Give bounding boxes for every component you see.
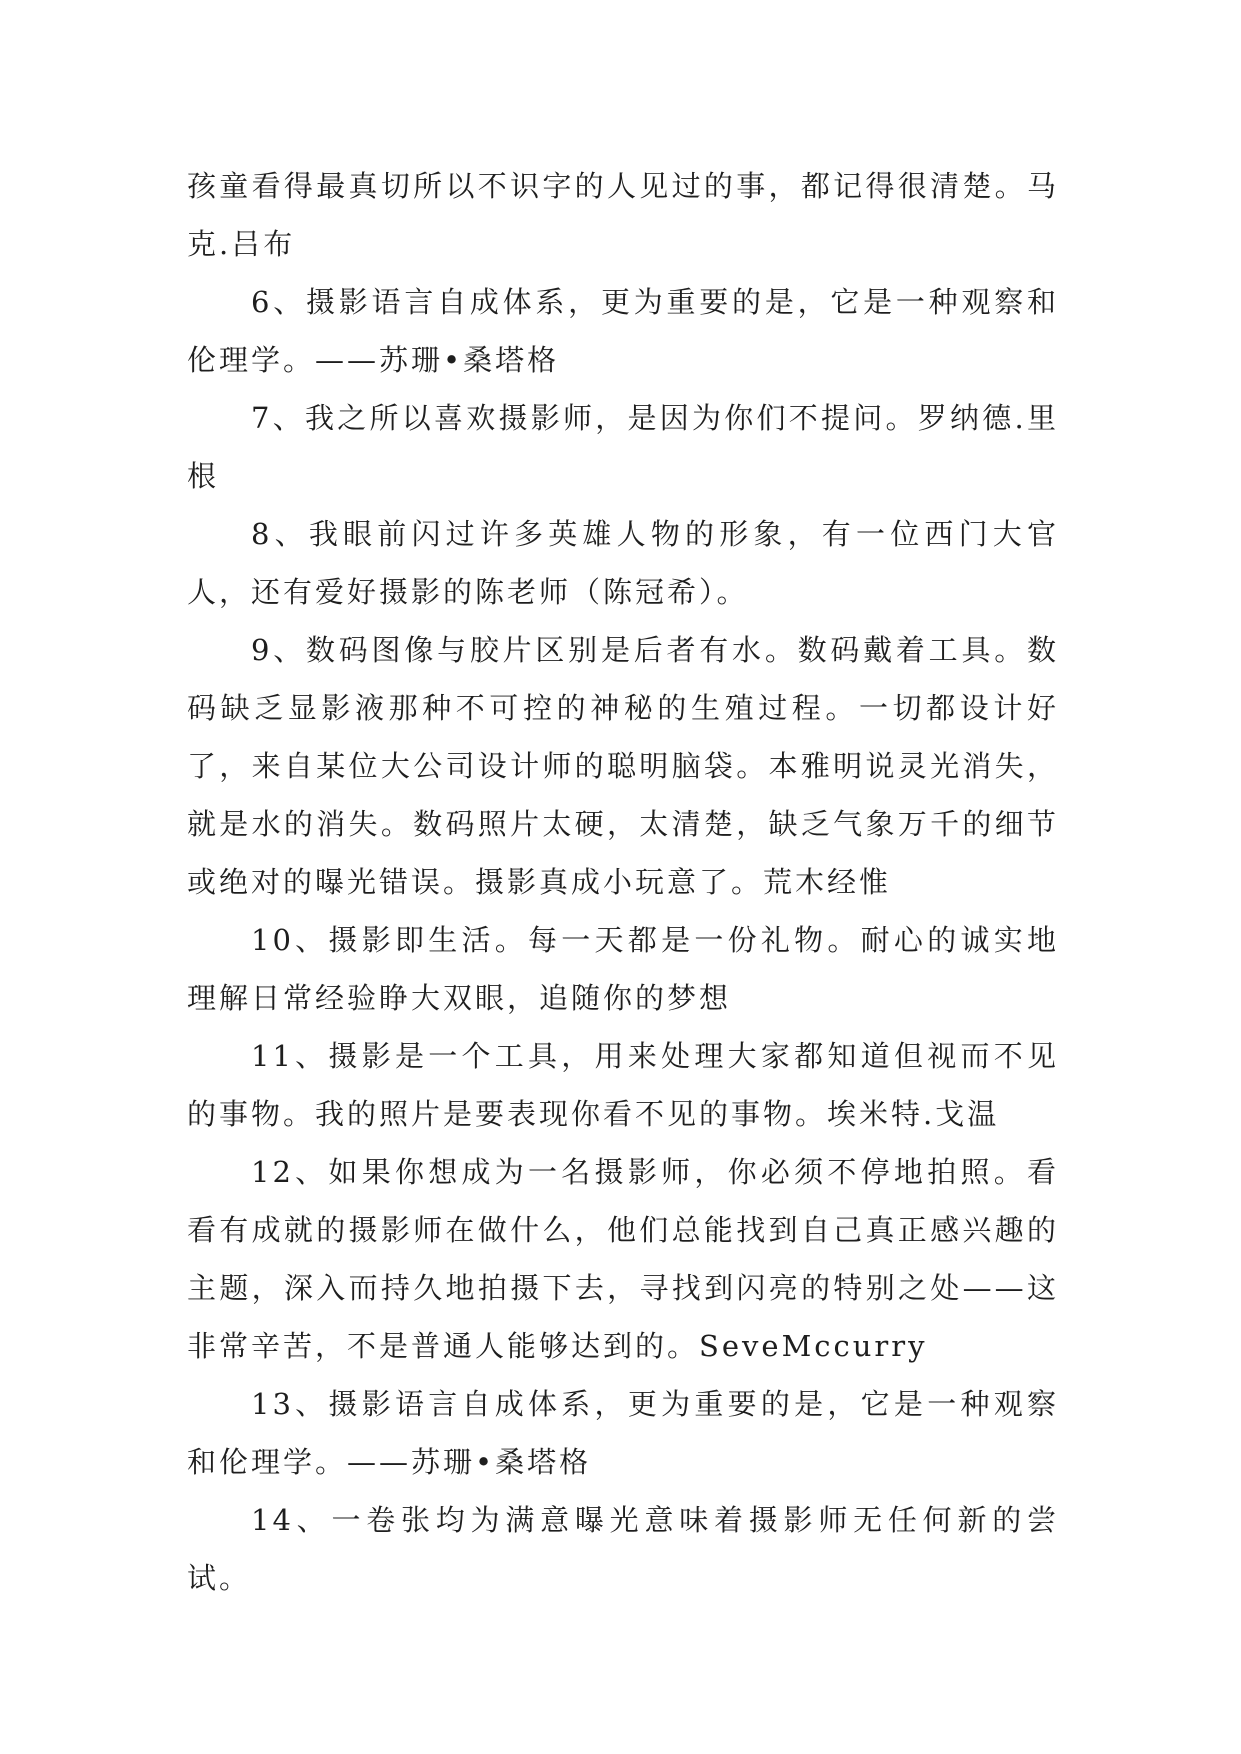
paragraph-continuation: 孩童看得最真切所以不识字的人见过的事，都记得很清楚。马克.吕布 xyxy=(187,169,1059,261)
quote-9: 9、数码图像与胶片区别是后者有水。数码戴着工具。数码缺乏显影液那种不可控的神秘的生殖过程。一切都设计好了，来自某位大公司设计师的聪明脑袋。本雅明说灵光消失，就是水的消失。数码照片太硬，太清楚，缺乏气象万千的细节或绝对的曝光错误。摄影真成小玩意了。荒木经惟 xyxy=(187,633,1059,899)
quote-6: 6、摄影语言自成体系，更为重要的是，它是一种观察和伦理学。——苏珊•桑塔格 xyxy=(187,285,1059,377)
quote-14: 14、一卷张均为满意曝光意味着摄影师无任何新的尝试。 xyxy=(187,1503,1059,1595)
quote-7: 7、我之所以喜欢摄影师，是因为你们不提问。罗纳德.里根 xyxy=(187,401,1059,493)
document-body xyxy=(187,157,1059,1607)
quote-8: 8、我眼前闪过许多英雄人物的形象，有一位西门大官人，还有爱好摄影的陈老师（陈冠希）。 xyxy=(187,517,1059,609)
quote-10: 10、摄影即生活。每一天都是一份礼物。耐心的诚实地理解日常经验睁大双眼，追随你的梦想 xyxy=(187,923,1059,1015)
quote-12: 12、如果你想成为一名摄影师，你必须不停地拍照。看看有成就的摄影师在做什么，他们总能找到自己真正感兴趣的主题，深入而持久地拍摄下去，寻找到闪亮的特别之处——这非常辛苦，不是普通人能够达到的。SeveMccurry xyxy=(187,1155,1059,1363)
quote-13: 13、摄影语言自成体系，更为重要的是，它是一种观察和伦理学。——苏珊•桑塔格 xyxy=(187,1387,1059,1479)
quote-11: 11、摄影是一个工具，用来处理大家都知道但视而不见的事物。我的照片是要表现你看不见的事物。埃米特.戈温 xyxy=(187,1039,1059,1131)
